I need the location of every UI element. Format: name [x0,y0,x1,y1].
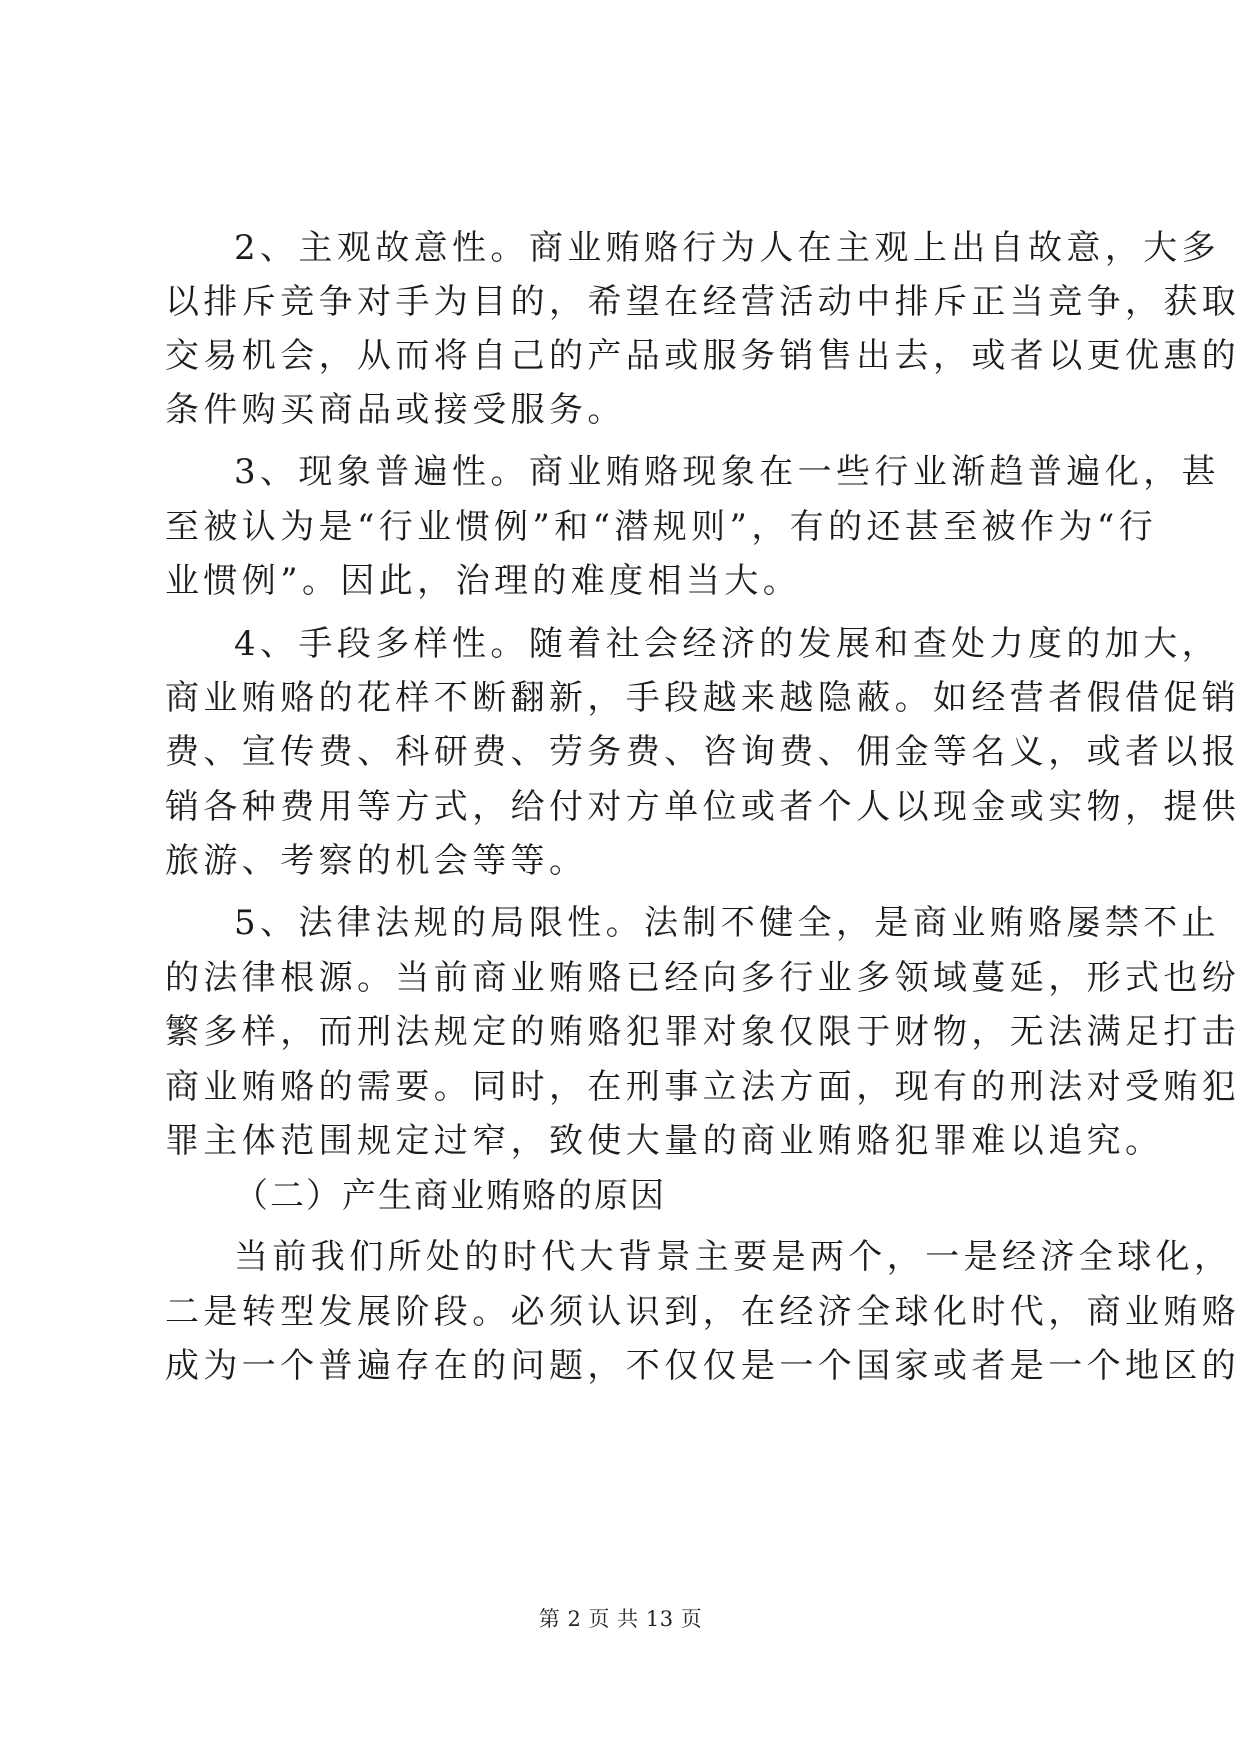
paragraph-line: 以排斥竞争对手为目的，希望在经营活动中排斥正当竞争，获取 [165,282,1241,322]
paragraph-line: 至被认为是“行业惯例”和“潜规则”，有的还甚至被作为“行 [165,507,1158,547]
page-number-footer: 第 2 页 共 13 页 [538,1607,703,1631]
paragraph-line: 费、宣传费、科研费、劳务费、咨询费、佣金等名义，或者以报 [165,732,1241,772]
paragraph-line: 当前我们所处的时代大背景主要是两个，一是经济全球化， [234,1237,1233,1277]
paragraph-line: 商业贿赂的需要。同时，在刑事立法方面，现有的刑法对受贿犯 [165,1067,1241,1107]
paragraph-line: 交易机会，从而将自己的产品或服务销售出去，或者以更优惠的 [165,336,1241,376]
section-heading: （二）产生商业贿赂的原因 [234,1176,666,1216]
paragraph-line: 2、主观故意性。商业贿赂行为人在主观上出自故意，大多 [234,228,1221,268]
paragraph-line: 销各种费用等方式，给付对方单位或者个人以现金或实物，提供 [165,787,1241,827]
paragraph-line: 旅游、考察的机会等等。 [165,841,588,881]
paragraph-line: 二是转型发展阶段。必须认识到，在经济全球化时代，商业贿赂 [165,1292,1241,1332]
paragraph-line: 成为一个普遍存在的问题，不仅仅是一个国家或者是一个地区的 [165,1346,1241,1386]
paragraph-line: 3、现象普遍性。商业贿赂现象在一些行业渐趋普遍化，甚 [234,452,1221,492]
paragraph-line: 罪主体范围规定过窄，致使大量的商业贿赂犯罪难以追究。 [165,1121,1164,1161]
paragraph-line: 业惯例”。因此，治理的难度相当大。 [165,561,802,601]
paragraph-line: 5、法律法规的局限性。法制不健全，是商业贿赂屡禁不止 [234,903,1221,943]
paragraph-line: 条件购买商品或接受服务。 [165,390,626,430]
paragraph-line: 4、手段多样性。随着社会经济的发展和查处力度的加大， [234,624,1221,664]
paragraph-line: 的法律根源。当前商业贿赂已经向多行业多领域蔓延，形式也纷 [165,958,1241,998]
paragraph-line: 商业贿赂的花样不断翻新，手段越来越隐蔽。如经营者假借促销 [165,678,1241,718]
paragraph-line: 繁多样，而刑法规定的贿赂犯罪对象仅限于财物，无法满足打击 [165,1012,1241,1052]
